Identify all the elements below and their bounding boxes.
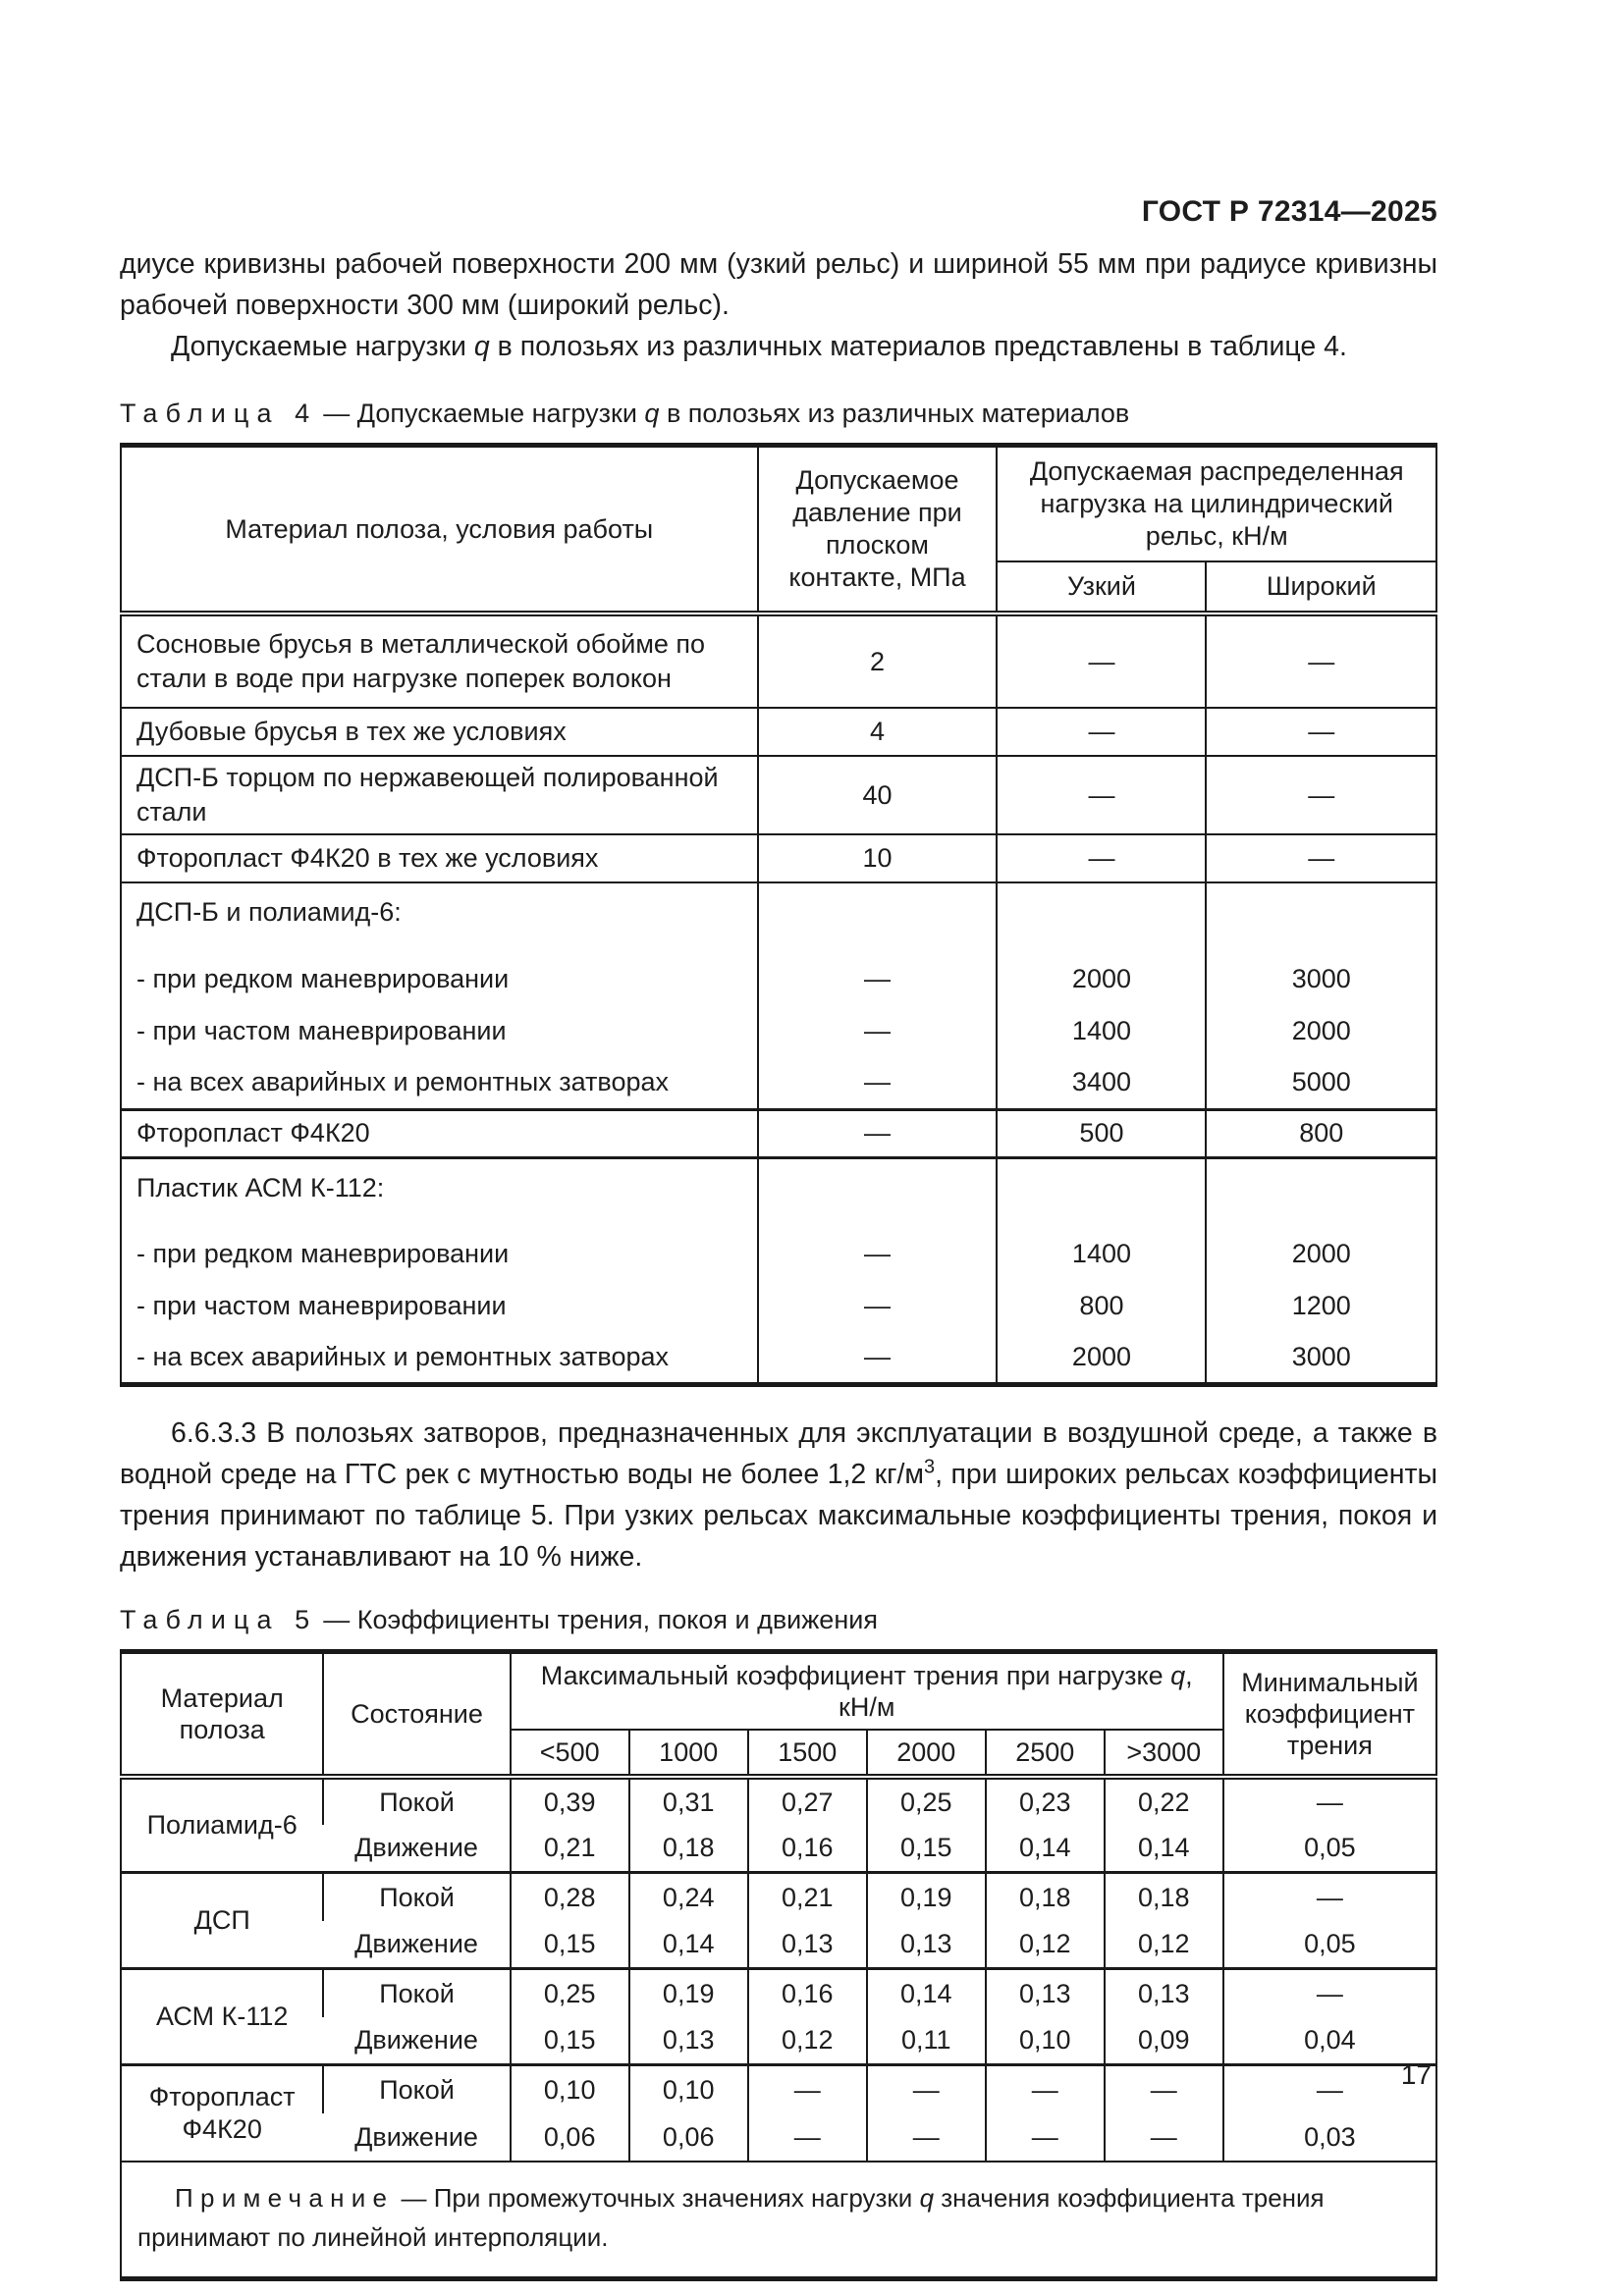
table4-header <box>121 446 1436 614</box>
pressure-cell: — <box>758 1005 998 1057</box>
pressure-cell: 40 <box>758 756 998 834</box>
table4-header-load-group: Допускаемая распределенная нагрузка на цилиндрический рельс, кН/м <box>997 446 1436 562</box>
table4-row <box>121 1157 1436 1228</box>
material-cell: АСМ К-112 <box>121 1969 323 2065</box>
pressure-cell: 10 <box>758 834 998 882</box>
friction-value-cell: 0,19 <box>867 1873 986 1921</box>
table5-header-state: Состояние <box>323 1651 510 1777</box>
pressure-cell <box>758 882 998 953</box>
friction-value-cell: 0,14 <box>867 1969 986 2017</box>
table5-note-text: — При промежуточных значениях нагрузки q значения коэффициента трения принимают по линейной интерполяции. <box>137 2182 1325 2252</box>
pressure-cell: — <box>758 1109 998 1157</box>
narrow-load-cell <box>997 882 1206 953</box>
narrow-load-cell: — <box>997 756 1206 834</box>
material-cell: ДСП-Б и полиамид-6: <box>136 897 402 927</box>
state-cell: Движение <box>354 2025 478 2056</box>
paragraph-6-6-3-3-text2: , при широких рельсах коэффициенты трения принимают по таблице 5. При узких рельсах максимальные коэффициенты трения, покоя и движения устанавливают на 10 % ниже. <box>120 1458 1437 1573</box>
friction-value-cell: 0,14 <box>986 1825 1105 1873</box>
table5-caption-text: — Коэффициенты трения, покоя и движения <box>323 1604 878 1634</box>
wide-load-cell: 3000 <box>1206 1332 1436 1384</box>
friction-value-cell: 0,12 <box>1105 1921 1223 1969</box>
material-cell: - при частом маневрировании <box>136 1016 507 1045</box>
wide-load-cell: 5000 <box>1206 1057 1436 1109</box>
material-cell: Пластик АСМ К-112: <box>121 1157 758 1228</box>
wide-load-cell: 2000 <box>1206 1005 1436 1057</box>
table4-header-narrow: Узкий <box>997 561 1206 614</box>
material-cell: - при редком маневрировании <box>136 964 510 993</box>
narrow-load-cell: 800 <box>997 1280 1206 1332</box>
superscript-3: 3 <box>924 1456 936 1477</box>
friction-value-cell: 0,18 <box>986 1873 1105 1921</box>
pressure-cell: — <box>758 1057 998 1109</box>
table4-row <box>121 1332 1436 1384</box>
min-friction-cell: — <box>1223 1873 1436 1921</box>
friction-value-cell: 0,25 <box>867 1777 986 1825</box>
table5-row <box>121 1969 1436 2017</box>
friction-value-cell: 0,27 <box>748 1777 867 1825</box>
min-friction-cell: 0,05 <box>1223 1825 1436 1873</box>
friction-value-cell: 0,09 <box>1105 2017 1223 2065</box>
friction-value-cell: 0,12 <box>986 1921 1105 1969</box>
table4-row <box>121 834 1436 882</box>
table4-row <box>121 1280 1436 1332</box>
table4-row <box>121 1005 1436 1057</box>
friction-value-cell: — <box>986 2113 1105 2162</box>
load-column-header: 2000 <box>867 1730 986 1777</box>
friction-value-cell: 0,16 <box>748 1825 867 1873</box>
table5-note-label: Примечание <box>175 2182 395 2213</box>
friction-value-cell: 0,25 <box>511 1969 629 2017</box>
wide-load-cell: 2000 <box>1206 1228 1436 1280</box>
table4-row <box>121 1057 1436 1109</box>
narrow-load-cell: — <box>997 614 1206 708</box>
wide-load-cell: — <box>1206 614 1436 708</box>
wide-load-cell: — <box>1206 756 1436 834</box>
friction-value-cell: 0,18 <box>1105 1873 1223 1921</box>
material-cell: - на всех аварийных и ремонтных затворах <box>136 1341 670 1371</box>
pressure-cell <box>758 1157 998 1228</box>
material-cell: - при частом маневрировании <box>136 1291 507 1320</box>
min-friction-cell: 0,03 <box>1223 2113 1436 2162</box>
friction-value-cell: 0,12 <box>748 2017 867 2065</box>
table5-header <box>121 1651 1436 1777</box>
table4-caption <box>120 397 1437 430</box>
friction-value-cell: 0,13 <box>748 1921 867 1969</box>
friction-value-cell: — <box>1105 2065 1223 2113</box>
pressure-cell: — <box>758 1228 998 1280</box>
wide-load-cell: 1200 <box>1206 1280 1436 1332</box>
friction-value-cell: 0,14 <box>629 1921 748 1969</box>
narrow-load-cell: 2000 <box>997 1332 1206 1384</box>
pressure-cell: — <box>758 1280 998 1332</box>
friction-value-cell: — <box>748 2113 867 2162</box>
friction-value-cell: 0,19 <box>629 1969 748 2017</box>
state-cell: Покой <box>323 2065 510 2113</box>
material-cell: Сосновые брусья в металлической обойме по стали в воде при нагрузке поперек волокон <box>121 614 758 708</box>
friction-value-cell: 0,14 <box>1105 1825 1223 1873</box>
table5-note <box>121 2162 1436 2279</box>
state-cell: Движение <box>354 1833 478 1863</box>
friction-value-cell: 0,31 <box>629 1777 748 1825</box>
load-column-header: >3000 <box>1105 1730 1223 1777</box>
pressure-cell: — <box>758 1332 998 1384</box>
friction-value-cell: 0,11 <box>867 2017 986 2065</box>
table4-row <box>121 1109 1436 1157</box>
material-cell: Полиамид-6 <box>146 1809 298 1840</box>
friction-value-cell: 0,24 <box>629 1873 748 1921</box>
friction-value-cell: 0,13 <box>629 2017 748 2065</box>
table5-header-material: Материал полоза <box>121 1651 323 1777</box>
friction-value-cell: 0,15 <box>511 2017 629 2065</box>
material-cell: Фторопласт Ф4К20 в тех же условиях <box>121 834 758 882</box>
table5-body <box>121 1777 1436 2162</box>
table4-header-pressure: Допускаемое давление при плоском контакте, МПа <box>758 446 998 614</box>
load-column-header: 1500 <box>748 1730 867 1777</box>
table4-caption-text: — Допускаемые нагрузки q в полозьях из различных материалов <box>323 399 1130 428</box>
min-friction-cell: — <box>1223 1969 1436 2017</box>
state-cell: Покой <box>323 1777 510 1825</box>
friction-value-cell: 0,13 <box>986 1969 1105 2017</box>
material-cell: Фторопласт Ф4К20 <box>121 2065 323 2162</box>
table4-caption-label: Таблица 4 <box>120 399 318 428</box>
narrow-load-cell: 1400 <box>997 1005 1206 1057</box>
state-cell: Движение <box>354 1929 478 1959</box>
friction-value-cell: 0,16 <box>748 1969 867 2017</box>
load-column-header: <500 <box>511 1730 629 1777</box>
material-cell: ДСП-Б торцом по нержавеющей полированной стали <box>121 756 758 834</box>
state-cell: Покой <box>323 1969 510 2017</box>
table4-header-wide: Широкий <box>1206 561 1436 614</box>
table4-body <box>121 614 1436 1384</box>
table5-friction-coefficients <box>120 1649 1437 2281</box>
narrow-load-cell: 2000 <box>997 953 1206 1005</box>
pressure-cell: — <box>758 953 998 1005</box>
table4-row <box>121 953 1436 1005</box>
friction-value-cell: 0,15 <box>511 1921 629 1969</box>
friction-value-cell: — <box>1105 2113 1223 2162</box>
friction-value-cell: 0,13 <box>1105 1969 1223 2017</box>
table4-row <box>121 708 1436 756</box>
state-cell: Движение <box>354 2121 478 2152</box>
material-cell: ДСП <box>121 1873 323 1969</box>
table5-header-max-group: Максимальный коэффициент трения при нагрузке q, кН/м <box>511 1651 1223 1730</box>
narrow-load-cell: 1400 <box>997 1228 1206 1280</box>
pressure-cell: 4 <box>758 708 998 756</box>
min-friction-cell: 0,05 <box>1223 1921 1436 1969</box>
table4-row <box>121 756 1436 834</box>
table5-row <box>121 2065 1436 2113</box>
table5-row <box>121 1777 1436 1825</box>
wide-load-cell: 3000 <box>1206 953 1436 1005</box>
material-cell: Фторопласт Ф4К20 <box>121 1109 758 1157</box>
friction-value-cell: 0,39 <box>511 1777 629 1825</box>
wide-load-cell: — <box>1206 708 1436 756</box>
friction-value-cell: 0,13 <box>867 1921 986 1969</box>
table5-caption <box>120 1603 1437 1636</box>
load-column-header: 2500 <box>986 1730 1105 1777</box>
table4-row <box>121 614 1436 708</box>
friction-value-cell: 0,18 <box>629 1825 748 1873</box>
table4-row <box>121 1228 1436 1280</box>
friction-value-cell: 0,10 <box>629 2065 748 2113</box>
friction-value-cell: — <box>867 2065 986 2113</box>
state-cell: Покой <box>323 1873 510 1921</box>
material-cell: - при редком маневрировании <box>136 1239 510 1268</box>
friction-value-cell: — <box>986 2065 1105 2113</box>
table5-row <box>121 1873 1436 1921</box>
friction-value-cell: 0,10 <box>986 2017 1105 2065</box>
min-friction-cell: 0,04 <box>1223 2017 1436 2065</box>
wide-load-cell: 800 <box>1206 1109 1436 1157</box>
page-number: 17 <box>1400 2059 1432 2090</box>
friction-value-cell: 0,21 <box>511 1825 629 1873</box>
paragraph-6-6-3-3 <box>120 1413 1437 1577</box>
friction-value-cell: 0,10 <box>511 2065 629 2113</box>
friction-value-cell: 0,15 <box>867 1825 986 1873</box>
load-column-header: 1000 <box>629 1730 748 1777</box>
wide-load-cell <box>1206 882 1436 953</box>
table4-header-material: Материал полоза, условия работы <box>121 446 758 614</box>
paragraph-6-6-3-3-text1: 6.6.3.3 В полозьях затворов, предназначенных для эксплуатации в воздушной среде, а также в водной среде на ГТС рек с мутностью воды не более 1,2 кг/м <box>120 1416 1437 1490</box>
table4-row <box>121 882 1436 953</box>
friction-value-cell: 0,06 <box>629 2113 748 2162</box>
narrow-load-cell: 3400 <box>997 1057 1206 1109</box>
standard-designation: ГОСТ Р 72314—2025 <box>1141 195 1437 228</box>
narrow-load-cell: — <box>997 834 1206 882</box>
narrow-load-cell: 500 <box>997 1109 1206 1157</box>
pressure-cell: 2 <box>758 614 998 708</box>
friction-value-cell: 0,23 <box>986 1777 1105 1825</box>
wide-load-cell <box>1206 1157 1436 1228</box>
table5-note-row <box>121 2162 1436 2279</box>
min-friction-cell: — <box>1223 1777 1436 1825</box>
wide-load-cell: — <box>1206 834 1436 882</box>
material-cell: Дубовые брусья в тех же условиях <box>121 708 758 756</box>
friction-value-cell: 0,06 <box>511 2113 629 2162</box>
narrow-load-cell: — <box>997 708 1206 756</box>
min-friction-cell: — <box>1223 2065 1436 2113</box>
friction-value-cell: 0,21 <box>748 1873 867 1921</box>
narrow-load-cell <box>997 1157 1206 1228</box>
friction-value-cell: 0,28 <box>511 1873 629 1921</box>
paragraph-intro-table4: Допускаемые нагрузки q в полозьях из различных материалов представлены в таблице 4. <box>171 331 1347 362</box>
material-cell: - на всех аварийных и ремонтных затворах <box>121 1057 758 1109</box>
paragraph-continuation: диусе кривизны рабочей поверхности 200 мм (узкий рельс) и шириной 55 мм при радиусе кривизны рабочей поверхности 300 мм (широкий рельс). <box>120 248 1437 321</box>
friction-value-cell: 0,22 <box>1105 1777 1223 1825</box>
table5-header-min: Минимальный коэффициент трения <box>1223 1651 1436 1777</box>
friction-value-cell: — <box>867 2113 986 2162</box>
table5-caption-label: Таблица 5 <box>120 1604 318 1634</box>
friction-value-cell: — <box>748 2065 867 2113</box>
table4-allowed-loads <box>120 443 1437 1387</box>
